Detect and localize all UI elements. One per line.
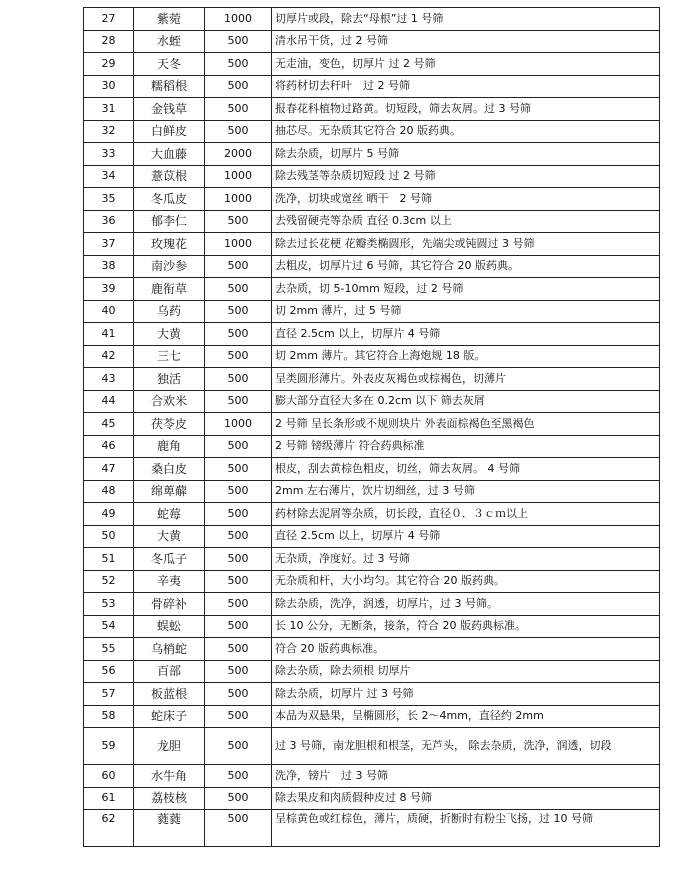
quantity: 500 <box>205 615 272 638</box>
row-number: 48 <box>84 480 134 503</box>
table-row <box>84 593 660 616</box>
table-row <box>84 638 660 661</box>
quantity: 500 <box>205 278 272 301</box>
herb-name: 合欢米 <box>134 390 205 413</box>
quantity: 500 <box>205 323 272 346</box>
table-row <box>84 765 660 788</box>
herb-name: 绵萆薢 <box>134 480 205 503</box>
table-row <box>84 413 660 436</box>
herb-name: 乌梢蛇 <box>134 638 205 661</box>
table-row <box>84 683 660 706</box>
table-row <box>84 548 660 571</box>
quantity: 500 <box>205 765 272 788</box>
row-number: 30 <box>84 75 134 98</box>
processing-spec: 膨大部分直径大多在 0.2cm 以下 筛去灰屑 <box>272 390 660 413</box>
herb-name: 鹿衔草 <box>134 278 205 301</box>
processing-spec: 2mm 左右薄片，饮片切细丝，过 3 号筛 <box>272 480 660 503</box>
herb-name: 薏苡根 <box>134 165 205 188</box>
herb-name: 骨碎补 <box>134 593 205 616</box>
processing-spec: 去杂质，切 5-10mm 短段，过 2 号筛 <box>272 278 660 301</box>
quantity: 1000 <box>205 413 272 436</box>
table-row <box>84 98 660 121</box>
table-row <box>84 390 660 413</box>
herb-name: 蛇床子 <box>134 705 205 728</box>
table-row <box>84 660 660 683</box>
table-row <box>84 165 660 188</box>
row-number: 29 <box>84 53 134 76</box>
herb-name: 水蛭 <box>134 30 205 53</box>
row-number: 34 <box>84 165 134 188</box>
herb-name: 蕤蕤 <box>134 810 205 847</box>
processing-spec: 切 2mm 薄片。其它符合上海炮规 18 版。 <box>272 345 660 368</box>
herb-name: 三七 <box>134 345 205 368</box>
processing-spec: 呈类圆形薄片。外表皮灰褐色或棕褐色，切薄片 <box>272 368 660 391</box>
row-number: 57 <box>84 683 134 706</box>
table-row <box>84 255 660 278</box>
herb-name: 水牛角 <box>134 765 205 788</box>
table-row <box>84 480 660 503</box>
row-number: 61 <box>84 787 134 810</box>
herb-name: 荔枝核 <box>134 787 205 810</box>
quantity: 500 <box>205 810 272 847</box>
table-row <box>84 570 660 593</box>
processing-spec: 无杂质，净度好。过 3 号筛 <box>272 548 660 571</box>
processing-spec: 将药材切去秆叶 过 2 号筛 <box>272 75 660 98</box>
processing-spec: 除去杂质，切厚片 5 号筛 <box>272 143 660 166</box>
quantity: 500 <box>205 30 272 53</box>
quantity: 500 <box>205 390 272 413</box>
processing-spec: 符合 20 版药典标准。 <box>272 638 660 661</box>
herb-name: 白鲜皮 <box>134 120 205 143</box>
row-number: 52 <box>84 570 134 593</box>
processing-spec: 切 2mm 薄片，过 5 号筛 <box>272 300 660 323</box>
quantity: 500 <box>205 120 272 143</box>
table-row <box>84 53 660 76</box>
processing-spec: 无杂质和杆，大小均匀。其它符合 20 版药典。 <box>272 570 660 593</box>
row-number: 38 <box>84 255 134 278</box>
processing-spec: 无走油，变色，切厚片 过 2 号筛 <box>272 53 660 76</box>
row-number: 28 <box>84 30 134 53</box>
processing-spec: 药材除去泥屑等杂质，切长段，直径０．３ｃｍ以上 <box>272 503 660 526</box>
processing-spec: 去粗皮，切厚片过 6 号筛，其它符合 20 版药典。 <box>272 255 660 278</box>
herb-name: 蜈蚣 <box>134 615 205 638</box>
quantity: 500 <box>205 660 272 683</box>
processing-spec: 洗净，切块或宽丝 晒干 2 号筛 <box>272 188 660 211</box>
quantity: 1000 <box>205 233 272 256</box>
quantity: 1000 <box>205 188 272 211</box>
herb-name: 冬瓜子 <box>134 548 205 571</box>
herb-name: 鹿角 <box>134 435 205 458</box>
herb-name: 金钱草 <box>134 98 205 121</box>
processing-spec: 抽芯尽。无杂质其它符合 20 版药典。 <box>272 120 660 143</box>
table-row <box>84 525 660 548</box>
quantity: 500 <box>205 570 272 593</box>
quantity: 1000 <box>205 165 272 188</box>
processing-spec: 除去过长花梗 花瓣类椭圆形，先端尖或钝圆过 3 号筛 <box>272 233 660 256</box>
herb-name: 乌药 <box>134 300 205 323</box>
table-row <box>84 368 660 391</box>
herb-name: 玫瑰花 <box>134 233 205 256</box>
table-row <box>84 503 660 526</box>
processing-spec: 根皮，刮去黄棕色粗皮，切丝，筛去灰屑。 4 号筛 <box>272 458 660 481</box>
quantity: 500 <box>205 300 272 323</box>
row-number: 31 <box>84 98 134 121</box>
materials-table-container <box>83 7 659 847</box>
quantity: 500 <box>205 210 272 233</box>
processing-spec: 去残留硬壳等杂质 直径 0.3cm 以上 <box>272 210 660 233</box>
row-number: 49 <box>84 503 134 526</box>
processing-spec: 除去杂质，切厚片 过 3 号筛 <box>272 683 660 706</box>
table-row <box>84 278 660 301</box>
row-number: 44 <box>84 390 134 413</box>
table-row <box>84 300 660 323</box>
herb-name: 板蓝根 <box>134 683 205 706</box>
row-number: 39 <box>84 278 134 301</box>
row-number: 41 <box>84 323 134 346</box>
herb-name: 大黄 <box>134 525 205 548</box>
row-number: 56 <box>84 660 134 683</box>
herb-name: 糯稻根 <box>134 75 205 98</box>
quantity: 500 <box>205 548 272 571</box>
herb-name: 百部 <box>134 660 205 683</box>
processing-spec: 除去杂质，除去须根 切厚片 <box>272 660 660 683</box>
table-row <box>84 458 660 481</box>
quantity: 500 <box>205 255 272 278</box>
row-number: 45 <box>84 413 134 436</box>
row-number: 42 <box>84 345 134 368</box>
quantity: 500 <box>205 435 272 458</box>
row-number: 46 <box>84 435 134 458</box>
quantity: 500 <box>205 480 272 503</box>
quantity: 500 <box>205 593 272 616</box>
processing-spec: 切厚片或段，除去“母根”过 1 号筛 <box>272 8 660 31</box>
row-number: 40 <box>84 300 134 323</box>
quantity: 1000 <box>205 8 272 31</box>
herb-name: 郁李仁 <box>134 210 205 233</box>
herb-name: 桑白皮 <box>134 458 205 481</box>
table-row <box>84 233 660 256</box>
table-row <box>84 705 660 728</box>
table-row <box>84 188 660 211</box>
herb-name: 南沙参 <box>134 255 205 278</box>
quantity: 500 <box>205 705 272 728</box>
row-number: 36 <box>84 210 134 233</box>
row-number: 37 <box>84 233 134 256</box>
processing-spec: 清水吊干货，过 2 号筛 <box>272 30 660 53</box>
quantity: 500 <box>205 53 272 76</box>
row-number: 59 <box>84 728 134 765</box>
quantity: 500 <box>205 503 272 526</box>
processing-spec: 过 3 号筛，南龙胆根和根茎，无芦头， 除去杂质，洗净，润透，切段 <box>272 728 660 765</box>
row-number: 58 <box>84 705 134 728</box>
quantity: 500 <box>205 75 272 98</box>
materials-table <box>83 7 660 847</box>
table-row <box>84 810 660 847</box>
herb-name: 独活 <box>134 368 205 391</box>
herb-name: 蛇莓 <box>134 503 205 526</box>
row-number: 50 <box>84 525 134 548</box>
table-row <box>84 143 660 166</box>
quantity: 500 <box>205 525 272 548</box>
quantity: 500 <box>205 458 272 481</box>
row-number: 54 <box>84 615 134 638</box>
table-row <box>84 30 660 53</box>
row-number: 60 <box>84 765 134 788</box>
quantity: 500 <box>205 728 272 765</box>
processing-spec: 洗净，镑片 过 3 号筛 <box>272 765 660 788</box>
table-row <box>84 615 660 638</box>
herb-name: 大黄 <box>134 323 205 346</box>
table-row <box>84 345 660 368</box>
processing-spec: 除去果皮和肉质假种皮过 8 号筛 <box>272 787 660 810</box>
quantity: 500 <box>205 638 272 661</box>
quantity: 500 <box>205 98 272 121</box>
processing-spec: 除去杂质，洗净，润透，切厚片，过 3 号筛。 <box>272 593 660 616</box>
row-number: 27 <box>84 8 134 31</box>
row-number: 53 <box>84 593 134 616</box>
herb-name: 茯苓皮 <box>134 413 205 436</box>
table-row <box>84 210 660 233</box>
processing-spec: 直径 2.5cm 以上，切厚片 4 号筛 <box>272 525 660 548</box>
processing-spec: 本品为双悬果，呈椭圆形，长 2～4mm，直径约 2mm <box>272 705 660 728</box>
herb-name: 龙胆 <box>134 728 205 765</box>
table-row <box>84 8 660 31</box>
herb-name: 紫菀 <box>134 8 205 31</box>
processing-spec: 长 10 公分，无断条，接条，符合 20 版药典标准。 <box>272 615 660 638</box>
herb-name: 大血藤 <box>134 143 205 166</box>
herb-name: 辛夷 <box>134 570 205 593</box>
quantity: 2000 <box>205 143 272 166</box>
herb-name: 天冬 <box>134 53 205 76</box>
quantity: 500 <box>205 787 272 810</box>
row-number: 51 <box>84 548 134 571</box>
processing-spec: 报春花科植物过路黄。切短段，筛去灰屑。过 3 号筛 <box>272 98 660 121</box>
processing-spec: 除去残茎等杂质切短段 过 2 号筛 <box>272 165 660 188</box>
quantity: 500 <box>205 683 272 706</box>
table-row <box>84 75 660 98</box>
table-row <box>84 787 660 810</box>
table-row <box>84 728 660 765</box>
row-number: 43 <box>84 368 134 391</box>
processing-spec: 直径 2.5cm 以上，切厚片 4 号筛 <box>272 323 660 346</box>
processing-spec: 2 号筛 呈长条形或不规则块片 外表面棕褐色至黑褐色 <box>272 413 660 436</box>
table-body <box>84 8 660 847</box>
processing-spec: 呈棕黄色或红棕色，薄片，质硬，折断时有粉尘飞扬，过 10 号筛 <box>272 810 660 847</box>
quantity: 500 <box>205 368 272 391</box>
table-row <box>84 435 660 458</box>
row-number: 32 <box>84 120 134 143</box>
row-number: 35 <box>84 188 134 211</box>
row-number: 55 <box>84 638 134 661</box>
herb-name: 冬瓜皮 <box>134 188 205 211</box>
quantity: 500 <box>205 345 272 368</box>
row-number: 62 <box>84 810 134 847</box>
processing-spec: 2 号筛 镑级薄片 符合药典标准 <box>272 435 660 458</box>
row-number: 33 <box>84 143 134 166</box>
table-row <box>84 120 660 143</box>
row-number: 47 <box>84 458 134 481</box>
table-row <box>84 323 660 346</box>
